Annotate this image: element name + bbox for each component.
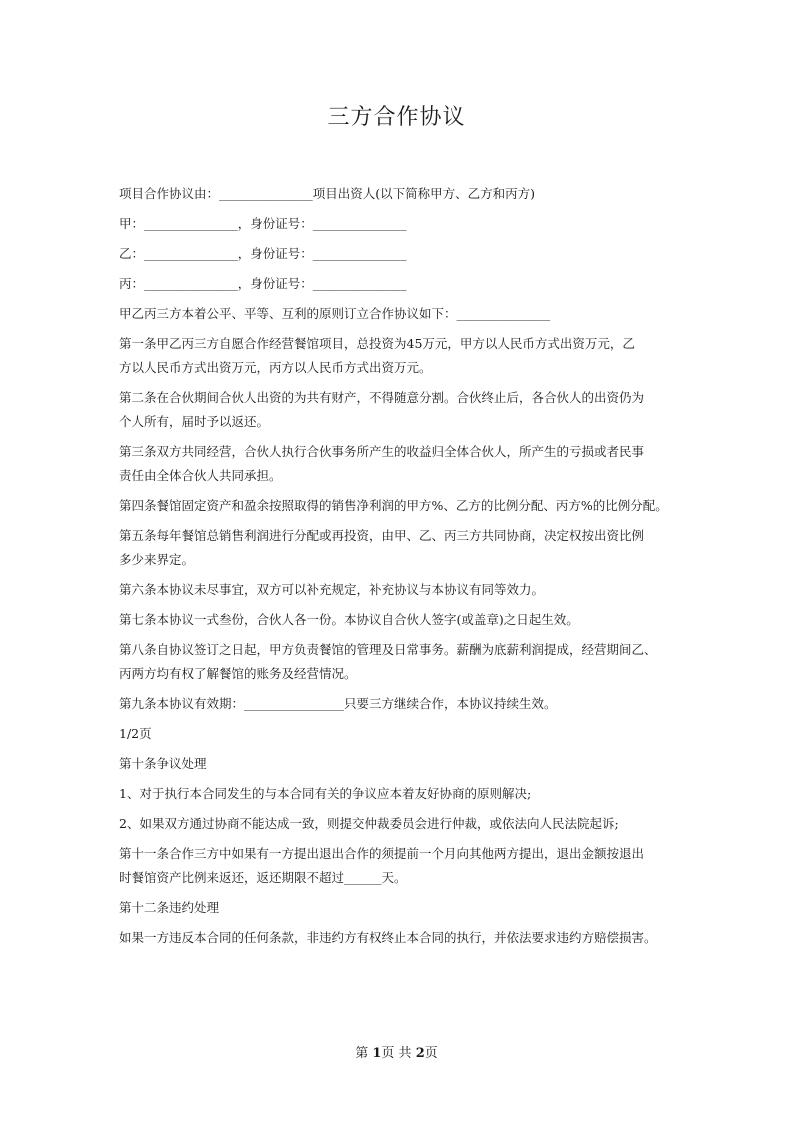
paragraph-line: 第七条本协议一式叁份，合伙人各一份。本协议自合伙人签字(或盖章)之日起生效。 xyxy=(119,612,579,627)
paragraph-line: 多少来界定。 xyxy=(119,552,195,567)
page-footer xyxy=(0,1042,793,1061)
footer-middle: 页 共 xyxy=(381,1046,416,1061)
paragraph-line: 乙：_______________，身份证号：_______________ xyxy=(119,246,407,261)
paragraph-line: 2、如果双方通过协商不能达成一致，则提交仲裁委员会进行仲裁，或依法向人民法院起诉; xyxy=(119,816,619,831)
document-body xyxy=(119,182,679,956)
paragraph-line: 丙：_______________，身份证号：_______________ xyxy=(119,276,407,291)
paragraph-line: 时餐馆资产比例来返还，返还期限不超过______天。 xyxy=(119,870,407,885)
paragraph-line: 1/2页 xyxy=(119,726,152,741)
paragraph-line: 1、对于执行本合同发生的与本合同有关的争议应本着友好协商的原则解决; xyxy=(119,786,532,801)
paragraph-line: 第五条每年餐馆总销售利润进行分配或再投资，由甲、乙、丙三方共同协商，决定权按出资比例 xyxy=(119,528,645,543)
footer-total-pages: 2 xyxy=(415,1046,425,1061)
paragraph-line: 方以人民币方式出资万元，丙方以人民币方式出资万元。 xyxy=(119,360,432,375)
paragraph-line: 第十二条违约处理 xyxy=(119,900,220,915)
paragraph-line: 第八条自协议签订之日起，甲方负责餐馆的管理及日常事务。薪酬为底薪利润提成，经营期间乙、 xyxy=(119,642,657,657)
paragraph-line: 第十一条合作三方中如果有一方提出退出合作的须提前一个月向其他两方提出，退出金额按退出 xyxy=(119,846,645,861)
footer-prefix: 第 xyxy=(355,1046,373,1061)
paragraph-line: 如果一方违反本合同的任何条款，非违约方有权终止本合同的执行，并依法要求违约方赔偿损害。 xyxy=(119,930,657,945)
paragraph-line: 丙两方均有权了解餐馆的账务及经营情况。 xyxy=(119,666,357,681)
paragraph-line: 甲：_______________，身份证号：_______________ xyxy=(119,216,407,231)
document-title: 三方合作协议 xyxy=(327,105,466,130)
paragraph-line: 第九条本协议有效期：________________只要三方继续合作，本协议持续生效。 xyxy=(119,696,557,711)
paragraph-line: 甲乙丙三方本着公平、平等、互利的原则订立合作协议如下：_______________ xyxy=(119,306,551,321)
paragraph-line: 第四条餐馆固定资产和盈余按照取得的销售净利润的甲方%、乙方的比例分配、丙方%的比例分配。 xyxy=(119,498,668,513)
paragraph-line: 第十条争议处理 xyxy=(119,756,207,771)
paragraph-line: 个人所有，届时予以返还。 xyxy=(119,414,270,429)
paragraph-line: 责任由全体合伙人共同承担。 xyxy=(119,468,282,483)
paragraph-line: 第六条本协议未尽事宜，双方可以补充规定，补充协议与本协议有同等效力。 xyxy=(119,582,545,597)
paragraph-line: 项目合作协议由：_______________项目出资人(以下简称甲方、乙方和丙方) xyxy=(119,186,536,201)
paragraph-line: 第三条双方共同经营，合伙人执行合伙事务所产生的收益归全体合伙人，所产生的亏损或者民事 xyxy=(119,444,645,459)
paragraph-line: 第二条在合伙期间合伙人出资的为共有财产，不得随意分割。合伙终止后，各合伙人的出资仍为 xyxy=(119,390,645,405)
footer-suffix: 页 xyxy=(424,1046,438,1061)
paragraph-line: 第一条甲乙丙三方自愿合作经营餐馆项目，总投资为45万元，甲方以人民币方式出资万元，乙 xyxy=(119,336,635,351)
footer-current-page: 1 xyxy=(372,1046,382,1061)
